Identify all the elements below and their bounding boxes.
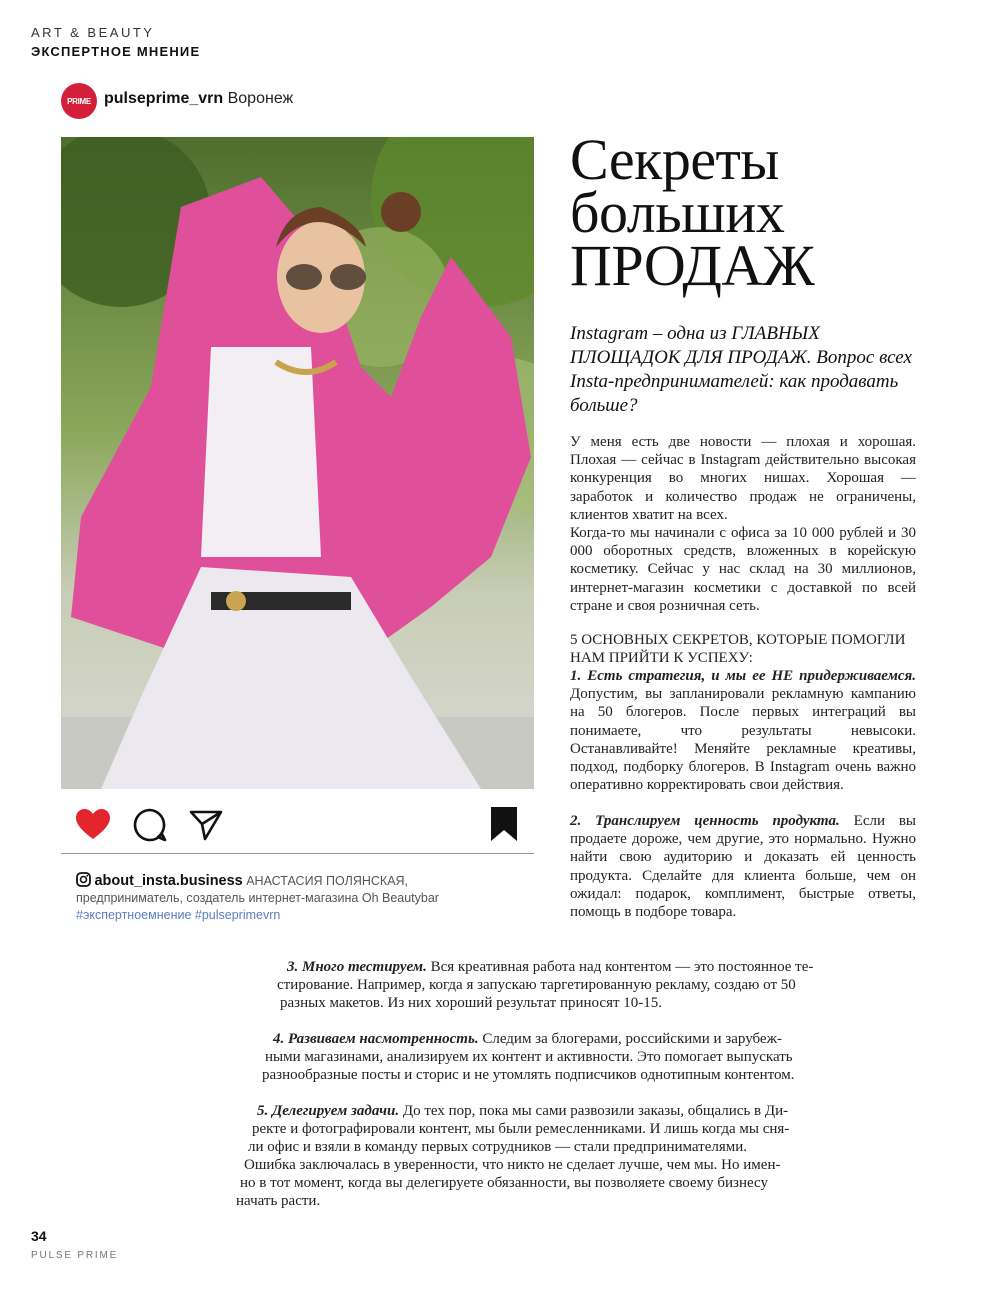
post-divider xyxy=(61,853,534,854)
title-line: ПРОДАЖ xyxy=(570,233,815,298)
secret-4-line: разнообразные посты и сторис и не утомлять подписчиков однотипным контентом. xyxy=(262,1067,795,1083)
secret-3-line: разных макетов. Из них хороший результат приносят 10-15. xyxy=(280,995,663,1011)
page-number: 34 xyxy=(31,1228,47,1244)
secret-text: До тех пор, пока мы сами развозили заказы, общались в Ди- xyxy=(399,1103,789,1119)
secret-4-line: ными магазинами, анализируем их контент и активности. Это помогает выпускать xyxy=(265,1049,793,1065)
prime-logo xyxy=(61,83,97,119)
secret-text: Следим за блогерами, российскими и зарубеж- xyxy=(478,1031,782,1047)
article-lead: Instagram – одна из ГЛАВНЫХ ПЛОЩАДОК ДЛЯ ПРОДАЖ. Вопрос всех Insta-предпринимателей: как продавать больше? xyxy=(570,323,912,416)
title-line: больших xyxy=(570,180,785,245)
secret-5-line: ли офис и взяли в команду первых сотрудников — стали предпринимателями. xyxy=(248,1139,748,1155)
post-actions xyxy=(61,800,534,850)
magazine-name: PULSE PRIME xyxy=(31,1250,119,1261)
secret-title: 5. Делегируем задачи. xyxy=(257,1103,400,1119)
share-icon[interactable] xyxy=(189,808,223,842)
logo-text: PRIME xyxy=(67,96,91,106)
secret-title: 3. Много тестируем. xyxy=(287,959,427,975)
secret-5-line: начать расти. xyxy=(236,1193,321,1209)
secret-text: Если вы продаете дороже, чем другие, это нормально. Нужно найти свою аудиторию и доказать ей ценность продукта. Сделайте для клиента больше, чем он ожидал: подарок, комплимент, быстрые ответы, помощь в подборе товара. xyxy=(570,813,916,921)
secret-4 xyxy=(273,1030,782,1048)
account-row xyxy=(104,90,293,108)
caption-author: АНАСТАСИЯ ПОЛЯНСКАЯ, xyxy=(242,874,409,888)
secrets-heading: 5 ОСНОВНЫХ СЕКРЕТОВ, КОТОРЫЕ ПОМОГЛИ НАМ ПРИЙТИ К УСПЕХУ: xyxy=(570,632,906,667)
post-photo xyxy=(61,137,534,789)
subsection-label: ЭКСПЕРТНОЕ МНЕНИЕ xyxy=(31,44,201,59)
secret-3 xyxy=(287,958,813,976)
paragraph: Когда-то мы начинали с офиса за 10 000 рублей и 30 000 оборотных средств, вложенных в корейскую косметику. Сейчас у нас склад на 30 миллионов, интернет-магазин косметики с доставкой по всей стране и своя розничная сеть. xyxy=(570,525,916,614)
secret-2 xyxy=(570,812,916,921)
bookmark-icon[interactable] xyxy=(489,805,519,843)
secret-title: 1. Есть стратегия, и мы ее НЕ придерживаемся. xyxy=(570,668,916,684)
caption-role: предприниматель, создатель интернет-магазина Oh Beautybar xyxy=(76,891,439,905)
secret-5 xyxy=(257,1102,788,1120)
secret-text: Вся креативная работа над контентом — это постоянное те- xyxy=(426,959,814,975)
secret-5-line: но в тот момент, когда вы делегируете обязанности, вы позволяете своему бизнесу xyxy=(240,1175,768,1191)
section-label: ART & BEAUTY xyxy=(31,25,155,40)
comment-icon[interactable] xyxy=(133,808,167,842)
photo-illustration xyxy=(61,137,534,789)
title-line: Секреты xyxy=(570,127,779,192)
secret-title: 2. Транслируем ценность продукта. xyxy=(570,813,840,829)
account-location: Воронеж xyxy=(227,90,294,107)
post-caption xyxy=(76,872,496,924)
secret-5-line: Ошибка заключалась в уверенности, что никто не сделает лучше, чем мы. Но имен- xyxy=(244,1157,781,1173)
caption-hashtags[interactable]: #экспертноемнение #pulseprimevrn xyxy=(76,908,281,922)
article-title xyxy=(570,127,815,298)
account-handle[interactable]: pulseprime_vrn xyxy=(104,90,224,107)
paragraph: У меня есть две новости — плохая и хорошая. Плохая — сейчас в Instagram действительно высокая конкуренция во многих нишах. Хорошая — заработок и количество продаж не ограничены, клиентов хватит на всех. xyxy=(570,434,916,523)
secret-5-line: ректе и фотографировали контент, мы были ремесленниками. И лишь когда мы сня- xyxy=(252,1121,790,1137)
instagram-icon xyxy=(76,872,91,887)
secret-3-line: стирование. Например, когда я запускаю таргетированную рекламу, создаю от 50 xyxy=(277,977,796,993)
secret-text: Допустим, вы запланировали рекламную кампанию на 50 блогеров. После первых интеграций вы понимаете, что результаты невысоки. Останавливайте! Меняйте рекламные креативы, подход, подборку блогеров. В Instagram очень важно оперативно корректировать свои действия. xyxy=(570,686,916,794)
intro-block xyxy=(570,433,916,615)
secret-1 xyxy=(570,667,916,794)
heart-icon[interactable] xyxy=(75,808,111,840)
caption-handle[interactable]: about_insta.business xyxy=(94,873,243,889)
secret-title: 4. Развиваем насмотренность. xyxy=(273,1031,479,1047)
